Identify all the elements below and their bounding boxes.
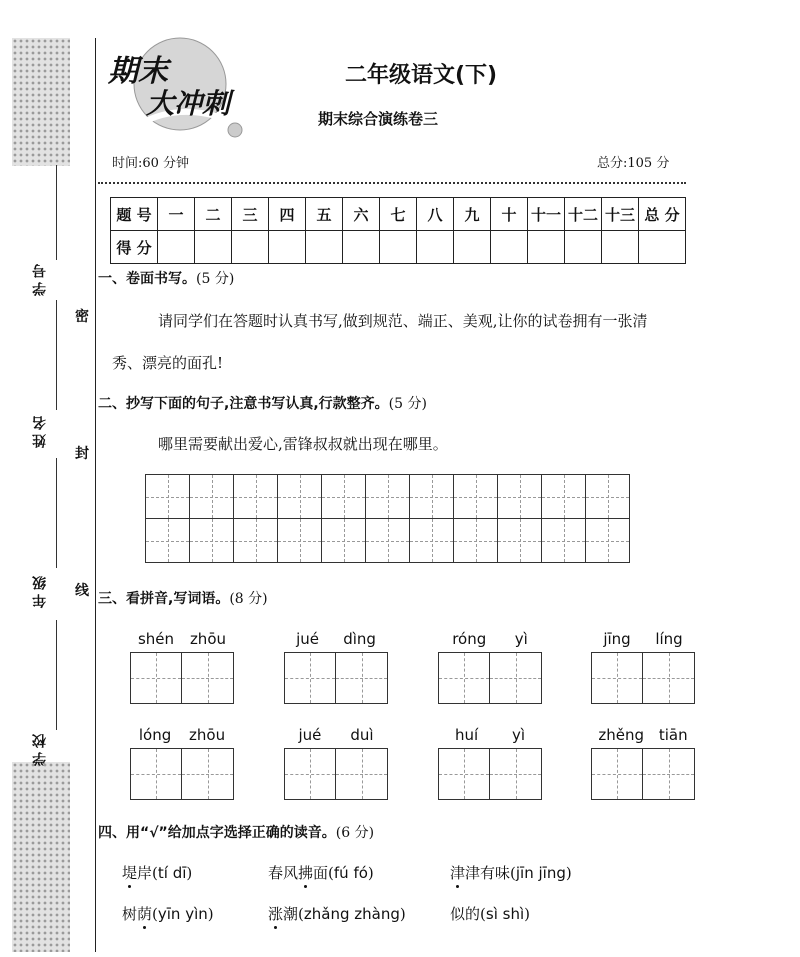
pinyin-item xyxy=(591,726,695,800)
grid-cell[interactable] xyxy=(278,475,322,519)
score-cell[interactable] xyxy=(306,231,343,264)
score-col: 四 xyxy=(269,198,306,231)
grid-cell[interactable] xyxy=(322,519,366,563)
grid-cell[interactable] xyxy=(410,475,454,519)
score-col: 七 xyxy=(380,198,417,231)
score-col: 十二 xyxy=(565,198,602,231)
grid-cell[interactable] xyxy=(190,475,234,519)
dotted-char: 荫 xyxy=(137,905,153,923)
score-col: 三 xyxy=(232,198,269,231)
page-title: 二年级语文(下) xyxy=(345,63,498,88)
reading-item: 堤岸(tí dī) xyxy=(122,864,193,882)
pinyin: jīng xyxy=(603,630,631,648)
side-pattern-bottom xyxy=(12,762,70,952)
grid-cell[interactable] xyxy=(146,475,190,519)
section-2-sentence: 哪里需要献出爱心,雷锋叔叔就出现在哪里。 xyxy=(158,435,448,453)
grid-cell[interactable] xyxy=(146,519,190,563)
exam-time: 时间:60 分钟 xyxy=(112,156,190,171)
score-cell[interactable] xyxy=(158,231,195,264)
pinyin-item xyxy=(438,630,542,704)
pinyin: zhěng xyxy=(598,726,645,744)
pinyin-item xyxy=(284,726,388,800)
binding-line xyxy=(95,38,96,952)
reading-item: 涨潮(zhǎng zhàng) xyxy=(268,905,406,923)
section-1-line-2: 秀、漂亮的面孔! xyxy=(112,354,224,372)
reading-options[interactable]: yīn yìn xyxy=(157,905,208,923)
char-box[interactable] xyxy=(284,652,336,704)
pinyin: zhōu xyxy=(189,630,227,648)
score-col: 二 xyxy=(195,198,232,231)
char-box[interactable] xyxy=(182,652,234,704)
grid-cell[interactable] xyxy=(498,475,542,519)
pinyin: yì xyxy=(512,726,526,744)
pinyin: huí xyxy=(454,726,479,744)
reading-options[interactable]: tí dī xyxy=(157,864,187,882)
pinyin: líng xyxy=(655,630,683,648)
reading-item: 春风拂面(fú fó) xyxy=(268,864,374,882)
grid-cell[interactable] xyxy=(586,475,630,519)
pinyin: róng xyxy=(452,630,487,648)
pinyin-item xyxy=(591,630,695,704)
section-1-line-1: 请同学们在答题时认真书写,做到规范、端正、美观,让你的试卷拥有一张清 xyxy=(158,312,648,330)
pinyin: tiān xyxy=(658,726,688,744)
char-box[interactable] xyxy=(490,652,542,704)
page-subtitle: 期末综合演练卷三 xyxy=(318,110,439,128)
char-box[interactable] xyxy=(643,748,695,800)
pinyin: shén xyxy=(137,630,175,648)
grid-cell[interactable] xyxy=(454,519,498,563)
student-id-label: 学号 xyxy=(32,260,48,296)
grid-cell[interactable] xyxy=(454,475,498,519)
seal-xian: 线 xyxy=(75,583,89,599)
char-box[interactable] xyxy=(438,748,490,800)
section-2-points: (5 分) xyxy=(388,396,427,412)
score-cell[interactable] xyxy=(602,231,639,264)
name-label: 姓名 xyxy=(32,412,48,448)
section-1-points: (5 分) xyxy=(196,271,235,287)
score-cell[interactable] xyxy=(195,231,232,264)
char-box[interactable] xyxy=(438,652,490,704)
grid-cell[interactable] xyxy=(542,519,586,563)
score-col-label: 题 号 xyxy=(111,198,158,231)
pinyin: dìng xyxy=(343,630,376,648)
section-2-heading xyxy=(98,393,427,413)
pinyin-item xyxy=(130,726,234,800)
pinyin: zhōu xyxy=(189,726,226,744)
char-box[interactable] xyxy=(284,748,336,800)
score-cell[interactable] xyxy=(380,231,417,264)
grade-line xyxy=(56,458,57,568)
grid-cell[interactable] xyxy=(542,475,586,519)
grid-cell[interactable] xyxy=(190,519,234,563)
section-4-points: (6 分) xyxy=(335,825,375,841)
side-pattern-top xyxy=(12,38,70,166)
grid-cell[interactable] xyxy=(234,519,278,563)
char-box[interactable] xyxy=(490,748,542,800)
reading-item: 似的(sì shì) xyxy=(450,905,530,923)
score-value-row xyxy=(111,231,686,264)
score-col: 五 xyxy=(306,198,343,231)
reading-options[interactable]: fú fó xyxy=(333,864,368,882)
score-cell[interactable] xyxy=(232,231,269,264)
pinyin: jué xyxy=(298,726,322,744)
school-line xyxy=(56,620,57,730)
grid-cell[interactable] xyxy=(234,475,278,519)
name-line xyxy=(56,300,57,410)
reading-item: 津津有味(jīn jīng) xyxy=(450,864,572,882)
section-1-title: 一、卷面书写。 xyxy=(98,271,196,287)
score-col-total: 总 分 xyxy=(639,198,686,231)
score-cell[interactable] xyxy=(269,231,306,264)
dotted-char: 堤 xyxy=(122,864,138,882)
reading-options[interactable]: sì shì xyxy=(485,905,525,923)
pinyin-item xyxy=(130,630,234,704)
grid-cell[interactable] xyxy=(278,519,322,563)
score-row-label: 得 分 xyxy=(111,231,158,264)
section-3-heading xyxy=(98,588,268,608)
header-divider xyxy=(98,182,686,184)
score-cell[interactable] xyxy=(565,231,602,264)
grid-cell[interactable] xyxy=(366,519,410,563)
score-header-row xyxy=(111,198,686,231)
score-col: 十 xyxy=(491,198,528,231)
logo-text-2: 大冲刺 xyxy=(146,87,231,120)
char-box[interactable] xyxy=(182,748,234,800)
pinyin-item xyxy=(284,630,388,704)
score-cell[interactable] xyxy=(454,231,491,264)
score-cell[interactable] xyxy=(343,231,380,264)
grid-cell[interactable] xyxy=(322,475,366,519)
char-box[interactable] xyxy=(643,652,695,704)
student-id-line xyxy=(56,165,57,260)
score-col: 十一 xyxy=(528,198,565,231)
dotted-char: 津 xyxy=(450,864,466,882)
score-col: 九 xyxy=(454,198,491,231)
pinyin: duì xyxy=(350,726,374,744)
reading-options[interactable]: zhǎng zhàng xyxy=(303,905,400,923)
score-col: 一 xyxy=(158,198,195,231)
char-box[interactable] xyxy=(591,652,643,704)
char-box[interactable] xyxy=(591,748,643,800)
score-cell[interactable] xyxy=(491,231,528,264)
char-box[interactable] xyxy=(130,748,182,800)
pinyin-item xyxy=(438,726,542,800)
school-label: 学校 xyxy=(32,730,48,766)
grid-cell[interactable] xyxy=(366,475,410,519)
seal-mi: 密 xyxy=(75,309,89,325)
section-2-title: 二、抄写下面的句子,注意书写认真,行款整齐。 xyxy=(98,396,389,412)
logo-text-1: 期末 xyxy=(108,54,168,89)
score-col: 十三 xyxy=(602,198,639,231)
char-box[interactable] xyxy=(336,748,388,800)
reading-options[interactable]: jīn jīng xyxy=(515,864,566,882)
score-table xyxy=(110,197,686,264)
dotted-char: 涨 xyxy=(268,905,284,923)
grade-label: 年级 xyxy=(32,572,48,608)
score-cell-total[interactable] xyxy=(639,231,686,264)
char-box[interactable] xyxy=(336,652,388,704)
exam-total: 总分:105 分 xyxy=(597,156,670,171)
section-3-points: (8 分) xyxy=(229,591,268,607)
writing-grid[interactable] xyxy=(145,474,630,563)
score-col: 六 xyxy=(343,198,380,231)
section-4-heading xyxy=(98,822,374,842)
pinyin: yì xyxy=(514,630,528,648)
score-cell[interactable] xyxy=(417,231,454,264)
section-3-title: 三、看拼音,写词语。 xyxy=(98,591,230,607)
section-4-title: 四、用“√”给加点字选择正确的读音。 xyxy=(98,825,336,841)
logo xyxy=(100,32,250,144)
grid-cell[interactable] xyxy=(586,519,630,563)
section-1-heading xyxy=(98,268,234,288)
grid-cell[interactable] xyxy=(410,519,454,563)
score-col: 八 xyxy=(417,198,454,231)
seal-feng: 封 xyxy=(75,446,89,462)
grid-cell[interactable] xyxy=(498,519,542,563)
pinyin: jué xyxy=(296,630,319,648)
dotted-char: 拂 xyxy=(298,864,314,882)
pinyin: lóng xyxy=(138,726,172,744)
score-cell[interactable] xyxy=(528,231,565,264)
char-box[interactable] xyxy=(130,652,182,704)
reading-item: 树荫(yīn yìn) xyxy=(122,905,214,923)
